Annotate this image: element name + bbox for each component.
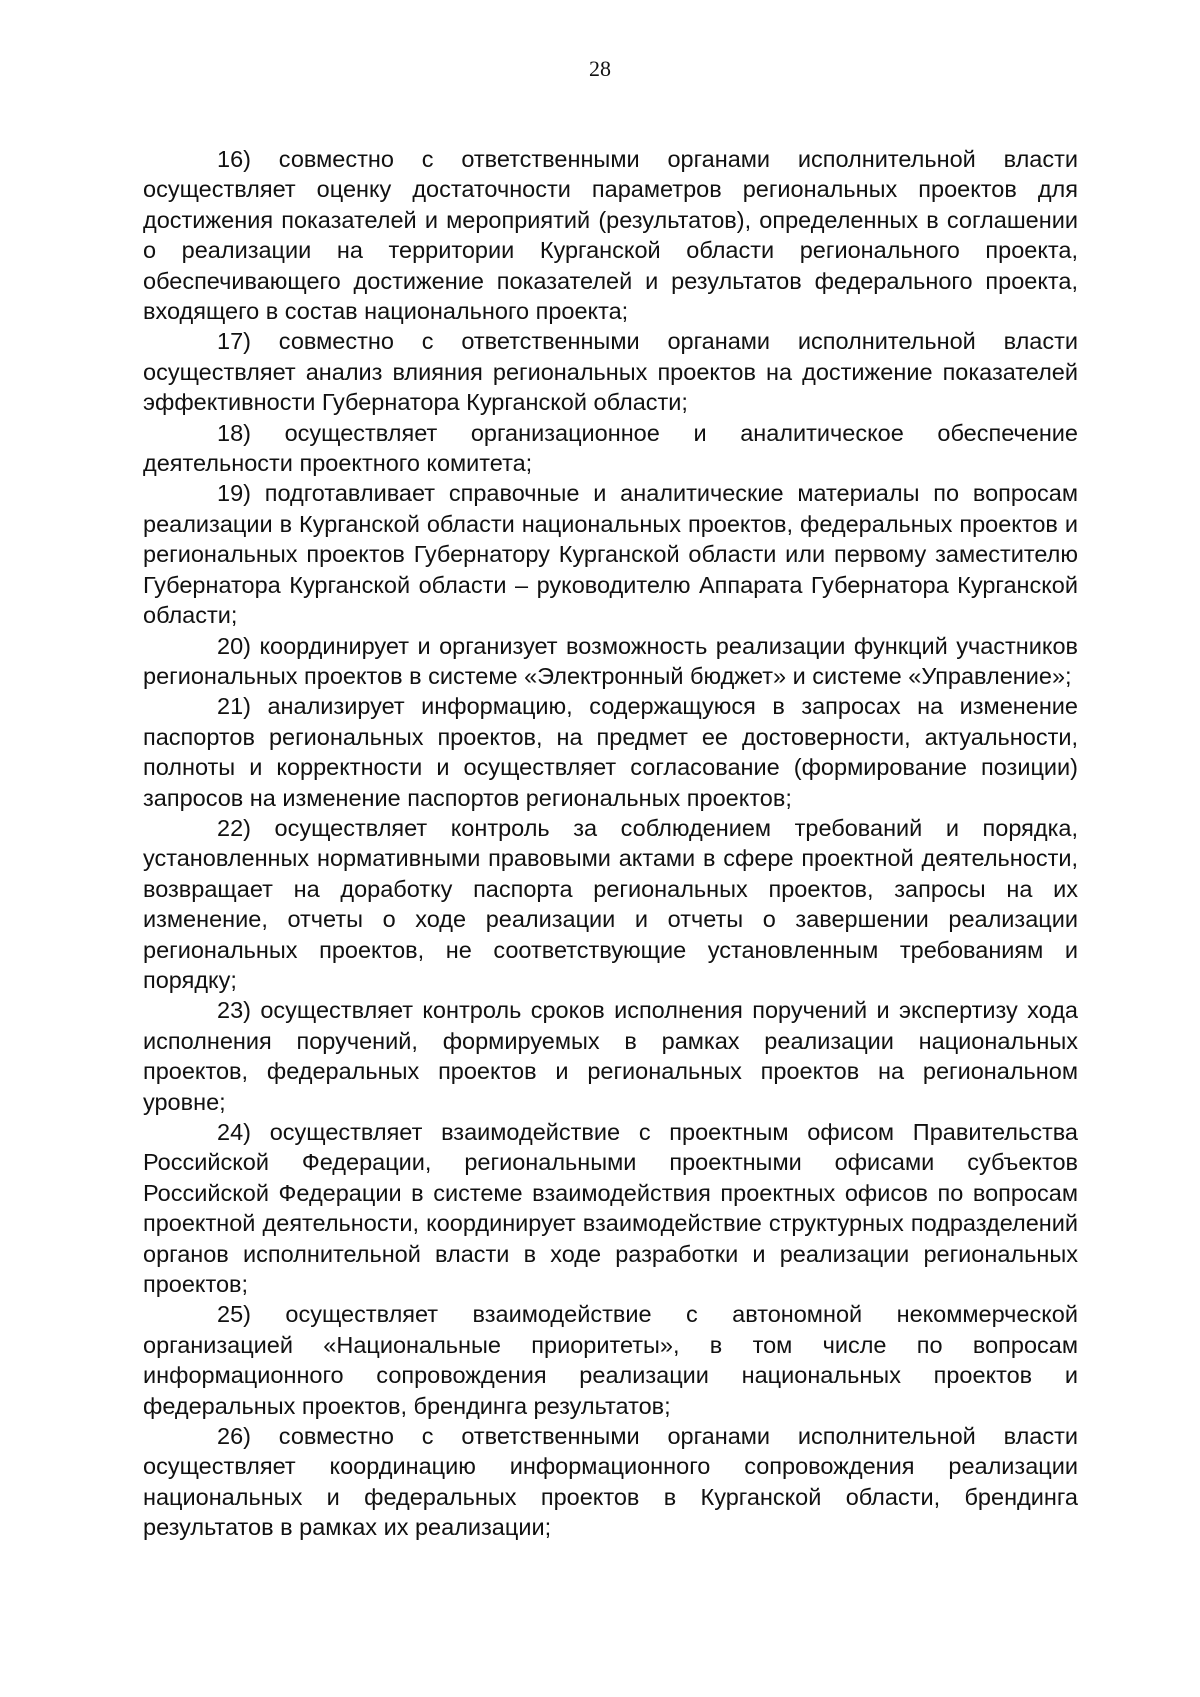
list-item-22: 22) осуществляет контроль за соблюдением требований и порядка, установленных нормативными правовыми актами в сфере проектной деятельности, возвращает на доработку паспорта региональных проектов, запросы на их изменение, отчеты о ходе реализации и отчеты о завершении реализации региональных проектов, не соответствующие установленным требованиям и порядку; (143, 814, 1078, 993)
page-number: 28 (589, 56, 611, 81)
list-item-25: 25) осуществляет взаимодействие с автономной некоммерческой организацией «Национальные приоритеты», в том числе по вопросам информационного сопровождения реализации национальных проектов и федеральных проектов, брендинга результатов; (143, 1301, 1078, 1419)
list-item-26: 26) совместно с ответственными органами исполнительной власти осуществляет координацию информационного сопровождения реализации национальных и федеральных проектов в Курганской области, брендинга результатов в рамках их реализации; (143, 1423, 1078, 1541)
list-item-16: 16) совместно с ответственными органами исполнительной власти осуществляет оценку достаточности параметров региональных проектов для достижения показателей и мероприятий (результатов), определенных в соглашении о реализации на территории Курганской области регионального проекта, обеспечивающего достижение показателей и результатов федерального проекта, входящего в состав национального проекта; (143, 146, 1078, 325)
list-item-21: 21) анализирует информацию, содержащуюся в запросах на изменение паспортов региональных проектов, на предмет ее достоверности, актуальности, полноты и корректности и осуществляет согласование (формирование позиции) запросов на изменение паспортов региональных проектов; (143, 693, 1078, 811)
list-item-19: 19) подготавливает справочные и аналитические материалы по вопросам реализации в Курганской области национальных проектов, федеральных проектов и региональных проектов Губернатору Курганской области или первому заместителю Губернатора Курганской области – руководителю Аппарата Губернатора Курганской области; (143, 480, 1078, 629)
list-item-17: 17) совместно с ответственными органами исполнительной власти осуществляет анализ влияния региональных проектов на достижение показателей эффективности Губернатора Курганской области; (143, 328, 1078, 416)
list-item-23: 23) осуществляет контроль сроков исполнения поручений и экспертизу хода исполнения поручений, формируемых в рамках реализации национальных проектов, федеральных проектов и региональных проектов на региональном уровне; (143, 997, 1078, 1115)
list-item-24: 24) осуществляет взаимодействие с проектным офисом Правительства Российской Федерации, региональными проектными офисами субъектов Российской Федерации в системе взаимодействия проектных офисов по вопросам проектной деятельности, координирует взаимодействие структурных подразделений органов исполнительной власти в ходе разработки и реализации региональных проектов; (143, 1119, 1078, 1298)
document-body (143, 144, 1078, 1543)
list-item-20: 20) координирует и организует возможность реализации функций участников региональных проектов в системе «Электронный бюджет» и системе «Управление»; (143, 632, 1078, 689)
list-item-18: 18) осуществляет организационное и аналитическое обеспечение деятельности проектного комитета; (143, 419, 1078, 477)
